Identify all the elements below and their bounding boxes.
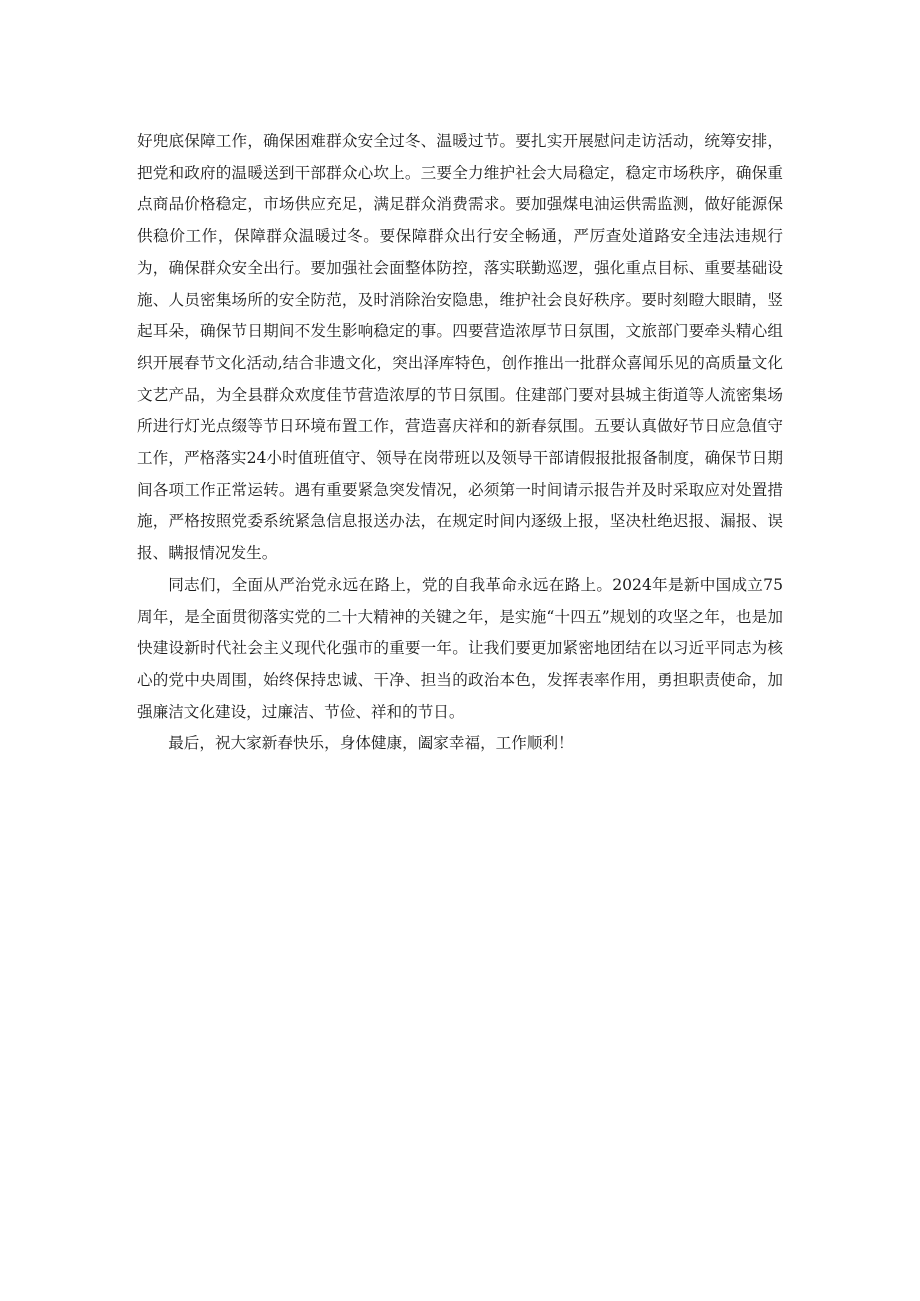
closing-paragraph: 最后，祝大家新春快乐，身体健康，阖家幸福，工作顺利！ bbox=[168, 734, 574, 753]
body-paragraph-2: 同志们，全面从严治党永远在路上，党的自我革命永远在路上。2024年是新中国成立75周年，是全面贯彻落实党的二十大精神的关键之年，是实施“十四五”规划的攻坚之年，也是加快建设新时代社会主义现代化强市的重要一年。让我们要更加紧密地团结在以习近平同志为核心的党中央周围，始终保持忠诚、干净、担当的政治本色，发挥表率作用，勇担职责使命，加强廉洁文化建设，过廉洁、节俭、祥和的节日。 bbox=[137, 575, 783, 721]
document-body bbox=[137, 126, 783, 760]
body-paragraph-1: 好兜底保障工作，确保困难群众安全过冬、温暖过节。要扎实开展慰问走访活动，统筹安排，把党和政府的温暖送到干部群众心坎上。三要全力维护社会大局稳定，稳定市场秩序，确保重点商品价格稳定，市场供应充足，满足群众消费需求。要加强煤电油运供需监测，做好能源保供稳价工作，保障群众温暖过冬。要保障群众出行安全畅通，严厉查处道路安全违法违规行为，确保群众安全出行。要加强社会面整体防控，落实联勤巡逻，强化重点目标、重要基础设施、人员密集场所的安全防范，及时消除治安隐患，维护社会良好秩序。要时刻瞪大眼睛，竖起耳朵，确保节日期间不发生影响稳定的事。四要营造浓厚节日氛围，文旅部门要牵头精心组织开展春节文化活动,结合非遗文化，突出泽库特色，创作推出一批群众喜闻乐见的高质量文化文艺产品，为全县群众欢度佳节营造浓厚的节日氛围。住建部门要对县城主街道等人流密集场所进行灯光点缀等节日环境布置工作，营造喜庆祥和的新春氛围。五要认真做好节日应急值守工作，严格落实24小时值班值守、领导在岗带班以及领导干部请假报批报备制度，确保节日期间各项工作正常运转。遇有重要紧急突发情况，必须第一时间请示报告并及时采取应对处置措施，严格按照党委系统紧急信息报送办法，在规定时间内逐级上报，坚决杜绝迟报、漏报、误报、瞒报情况发生。 bbox=[137, 132, 783, 563]
